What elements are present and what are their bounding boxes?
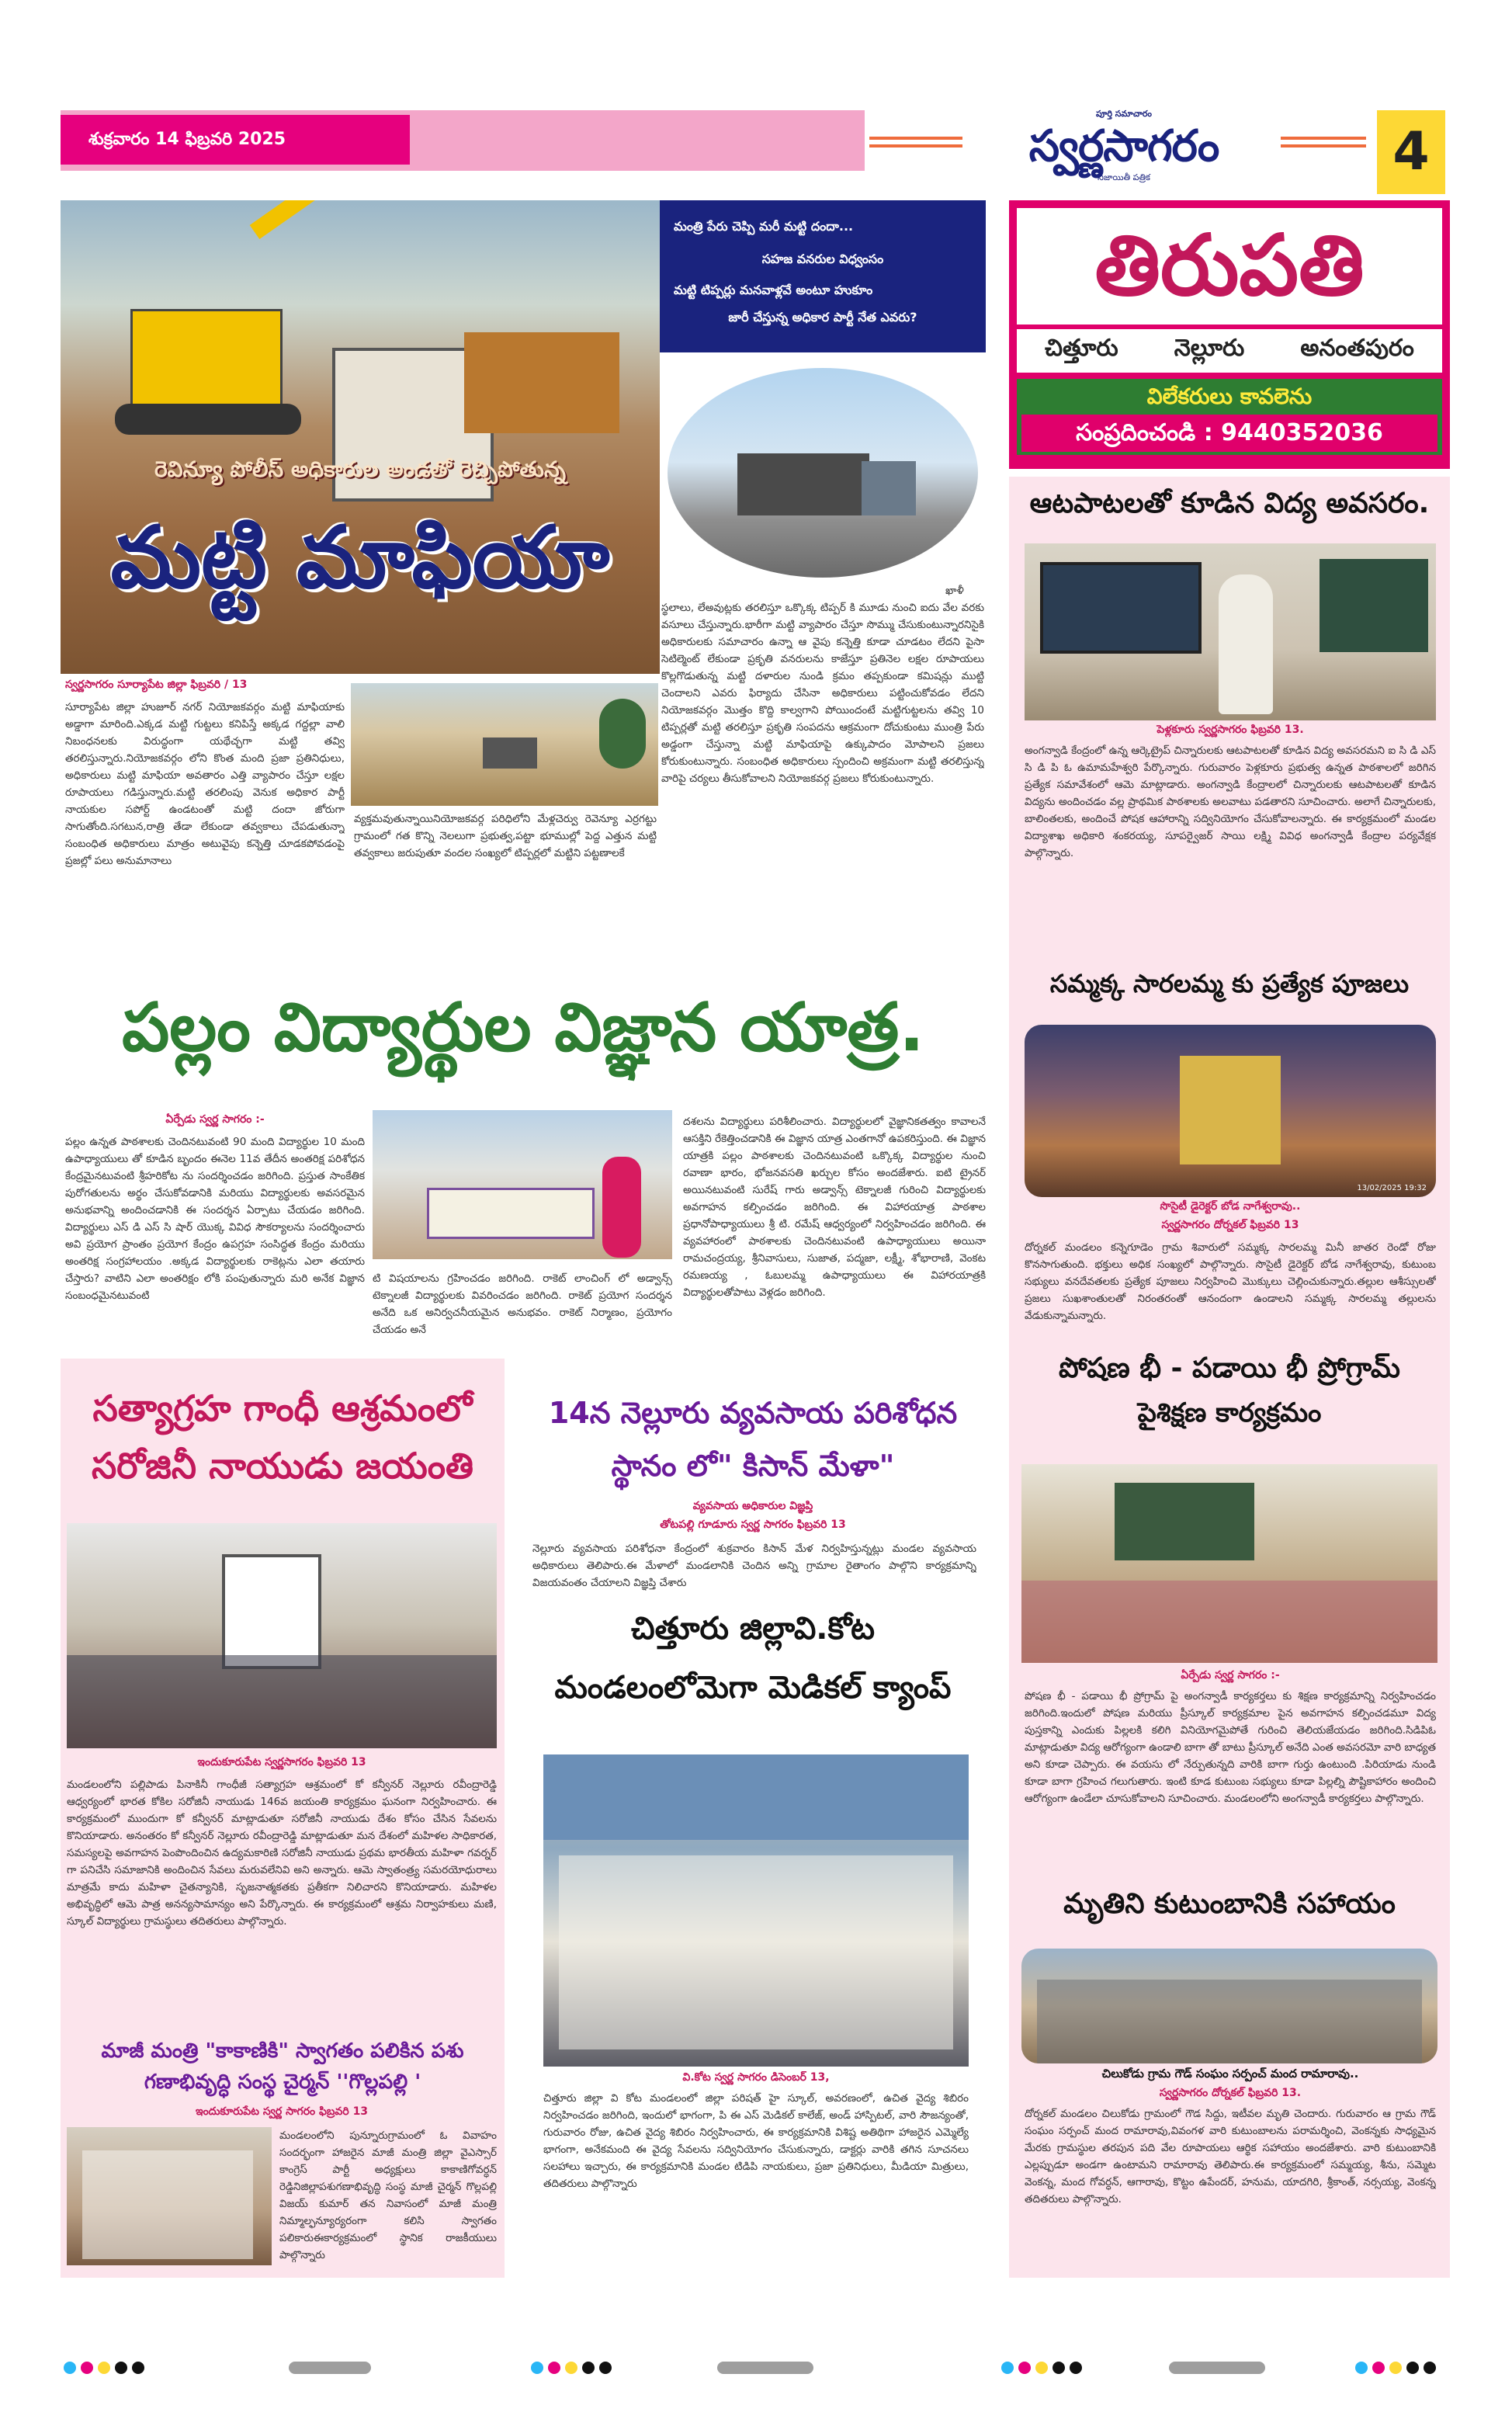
kakani-photo: [67, 2127, 272, 2265]
gandhi-people: [67, 1655, 497, 1748]
footer-dot: [1053, 2362, 1065, 2374]
tipper-truck-photo: [668, 368, 978, 578]
page-number: 4: [1392, 121, 1430, 182]
masthead-title: స్వర్ణసాగరం: [1028, 121, 1219, 172]
chalkboard: [1320, 559, 1428, 652]
footer-dot: [81, 2362, 93, 2374]
sports-body: అంగన్వాడి కేంద్రంలో ఉన్న ఆర్కెట్రైప్ చిన్నారులకు ఆటపాటలతో కూడిన విద్య అవసరమని ఐ సి డి ఎస్ సి డి పి ఓ ఉమామహేశ్వరి పేర్కొన్నారు. గురువారం పెళ్లకూరు ప్రభుత్వ ఉన్నత పాఠశాలలో జరిగిన ప్రత్యేక సమావేశంలో ఆమె మాట్లాడారు. అంగన్వాడి కేంద్రాలలో చిన్నారులకు ఆటపాటలతో కూడిన విద్యను అందించడం వల్ల ప్రాథమిక పాఠశాలకు అలవాటు పడతారని సూచించారు. అలాగే చిన్నారులకు, బాలింతలకు, అందించే పోషక ఆహారాన్ని సద్వినియోగం చేసుకోవాలన్నారు. ఈ కార్యక్రమంలో మండల విద్యాశాఖ అధికారి శంకరయ్య, సూపర్వైజర్ సాయి లక్ష్మి వివిధ అంగన్వాడీ కేంద్రాల పర్యవేక్షక పాల్గొన్నారు.: [1025, 744, 1436, 859]
footer-dot: [1389, 2362, 1402, 2374]
ad-districts: [1017, 329, 1442, 373]
top-story-column-1: సూర్యాపేట జిల్లా హుజూర్ నగర్ నియోజకవర్గం మట్టి మాఫియాకు అడ్డాగా మారింది.ఎక్కడ మట్టి గుట్టలు కనిపిస్తే అక్కడ గద్దల్లా వాలి నిబంధనలకు విరుద్ధంగా యథేచ్ఛగా మట్టి తవ్వి తరలిస్తున్నారు.నియోజకవర్గం లోని కొంత మంది ప్రజా ప్రతినిధులు, అధికారులు మట్టి మాఫియా అవతారం ఎత్తి వ్యాపారం చేస్తూ లక్షల రూపాయలు గడిస్తున్నారు.మట్టి తరలింపు వెనుక అధికార పార్టీ నాయకుల సపోర్ట్ ఉండటంతో మట్టి దందా జోరుగా సాగుతోంది.సగటున,రాత్రి తేడా లేకుండా తవ్వకాలు చేపడుతున్నా సంబంధిత అధికారులు మాత్రం అటువైపు కన్నెత్తి చూడకపోవడంపై ప్రజల్లో పలు అనుమానాలు: [65, 701, 345, 867]
banner-line-3: మట్టి టిప్పర్లు మనవాళ్లవే అంటూ హుకూం: [674, 283, 873, 297]
sammakka-shrine: [1180, 1056, 1281, 1164]
medical-headline-2: మండలంలోమెగా మెడికల్ క్యాంప్: [554, 1670, 952, 1706]
training-photo: [1021, 1464, 1437, 1663]
footer-dot: [531, 2362, 543, 2374]
field-truck-photo: [351, 683, 658, 806]
footer-dot: [1001, 2362, 1014, 2374]
help-caption: చిలుకోడు గ్రామ గౌడ్ సంఘం సర్పంచ్ మంద రామారావు..: [1101, 2067, 1359, 2081]
top-story-column-2: వ్యక్తమవుతున్నాయినియోజకవర్గ పరిధిలోని మేళ్లచెర్వు రెవెన్యూ ఎర్రగట్టు గ్రామంలో గత కొన్ని నెలలుగా ప్రభుత్వ,పట్టా భూముల్లో పెద్ద ఎత్తున మట్టి తవ్వకాలు జరుపుతూ వందల సంఖ్యలో టిప్పర్లలో మట్టిని పట్టణాలకే: [354, 813, 657, 859]
footer-dot: [1355, 2362, 1368, 2374]
footer-dot: [1424, 2362, 1436, 2374]
field-tree: [599, 699, 646, 769]
gandhi-headline-2: సరోజినీ నాయుడు జయంతి: [91, 1445, 474, 1487]
photo-timestamp: 13/02/2025 19:32: [1357, 1184, 1427, 1192]
excavator-photo: [61, 200, 660, 674]
footer-dot: [1035, 2362, 1048, 2374]
sports-headline: ఆటపాటలతో కూడిన విద్య అవసరం.: [1029, 488, 1430, 519]
excavator-body: [130, 309, 283, 407]
science-column-2: టి విషయాలను గ్రహించడం జరిగింది. రాకెట్ లాంచింగ్ లో అడ్వాన్స్ టెక్నాలజీ విద్యార్థులకు వివరించడం జరిగింది. రాకెట్ ప్రయోగ సందర్శన అనేది ఒక అనిర్వచనీయమైన అనుభవం. రాకెట్ నిర్మాణం, ప్రయోగం చేయడం అనే: [373, 1272, 672, 1336]
ad-district-3: అనంతపురం: [1300, 335, 1414, 362]
header-date-box: [61, 115, 410, 165]
top-story-byline: స్వర్ణసాగరం సూర్యాపేట జిల్లా ఫిబ్రవరి / 13: [65, 679, 248, 691]
camp-people: [559, 1855, 953, 2049]
students-banner: [427, 1188, 595, 1239]
help-photo: [1021, 1949, 1437, 2063]
gandhi-portrait: [222, 1554, 321, 1669]
header-rule: [869, 137, 962, 148]
kisan-byline-1: వ్యవసాయ అధికారుల విజ్ఞప్తి: [692, 1500, 813, 1512]
help-byline: స్వర్ణసాగరం దోర్నకల్ ఫిబ్రవరి 13.: [1159, 2087, 1302, 2099]
sammakka-headline: సమ్మక్క సారలమ్మ కు ప్రత్యేక పూజలు: [1049, 969, 1410, 998]
top-story-lead-word: ఖాళీ: [945, 585, 964, 597]
field-truck: [483, 738, 537, 769]
ad-title: తిరుపతి: [1017, 208, 1442, 325]
ad-wanted: విలేకరులు కావలెను: [1146, 384, 1313, 409]
camp-tent: [543, 1754, 969, 1840]
science-column-3: దశలను విద్యార్థులు పరిశీలించారు. విద్యార్థులలో వైజ్ఞానికతత్వం కావాలనే ఆసక్తిని రేకెత్తించడానికి ఈ విజ్ఞాన యాత్ర ఎంతగానో ఉపకరిస్తుంది. ఈ విజ్ఞాన యాత్రకి పల్లం పాఠశాలకు చెందినటువంటి ఒక్కొక్క విద్యార్థుల నుంచి రవాణా భారం, భోజనవసతి ఖర్చుల కోసం అందజేశారు. ఐటి ట్రైనర్ అయినటువంటి సురేష్ గారు అడ్వాన్స్ టెక్నాలజీ గురించి విద్యార్థులకు అవగాహన కల్పించడం జరిగింది. ఈ విహారయాత్ర పాఠశాల ప్రధానోపాధ్యాయులు శ్రీ టి. రమేష్ ఆధ్వర్యంలో నిర్వహించడం జరిగింది. ఈ వ్యవహారంలో పాఠశాలకు చెందినటువంటి ఉపాధ్యాయులు అయినా రామచంద్రయ్య, శ్రీనివాసులు, సుజాత, పద్మజా, లక్ష్మీ, శోభారాణి, వెంకట రమణయ్య , ఓబులమ్మ ఉపాధ్యాయులు ఈ విహారయాత్రకి విద్యార్థులతోపాటు వెళ్లడం జరిగింది.: [683, 1116, 986, 1299]
ad-district-2: నెల్లూరు: [1174, 335, 1245, 362]
classroom-screen: [1040, 562, 1202, 654]
ad-contact-label: సంప్రదించండి :: [1076, 419, 1213, 446]
sammakka-byline: స్వర్ణసాగరం దోర్నకల్ ఫిబ్రవరి 13: [1161, 1219, 1299, 1231]
masthead: [978, 109, 1270, 194]
ad-phone: 9440352036: [1221, 419, 1383, 446]
footer-dot: [98, 2362, 110, 2374]
kisan-headline-2: స్థానం లో" కిసాన్ మేళా": [611, 1449, 895, 1483]
science-headline: పల్లం విద్యార్థుల విజ్ఞాన యాత్ర.: [122, 989, 924, 1067]
footer-pill: [1169, 2362, 1265, 2374]
science-byline: ఏర్పేడు స్వర్ణ సాగరం :-: [165, 1113, 265, 1126]
ad-contact-panel: [1017, 379, 1442, 455]
kakani-headline-2: గణాభివృద్ధి సంస్థ చైర్మన్ ''గొల్లపల్లి ': [144, 2070, 421, 2094]
sammakka-body: దోర్నకల్ మండలం కన్నెగూడెం గ్రామ శివారులో సమ్మక్క సారలమ్మ మినీ జాతర రెండో రోజు కొనసాగుతుంది. భక్తులు అధిక సంఖ్యలో పాల్గొన్నారు. సొసైటీ డైరెక్టర్ బోడ నాగేశ్వరావు, కుటుంబ సభ్యులు వనదేవతలకు ప్రత్యేక పూజలు నిర్వహించి మొక్కులు చెల్లించుకున్నారు.తల్లుల ఆశీస్సులతో ప్రజలు సుఖశాంతులతో నిరంతరంతో ఆనందంగా ఉండాలని సమ్మక్క సారలమ్మ తల్లులను వేడుకున్నామన్నారు.: [1025, 1241, 1436, 1322]
footer-dot: [582, 2362, 595, 2374]
header-rule-right: [1281, 137, 1366, 148]
kakani-body: మండలంలోని పున్నూరుగ్రామంలో ఓ వివాహం సందర్భంగా హాజరైన మాజీ మంత్రి జిల్లా వైఎస్సార్ కాంగ్రెస్ పార్టీ అధ్యక్షులు కాకాణిగోవర్ధన్ రెడ్డినిజిల్లాపశుగణాభివృద్ధి సంస్థ మాజీ చైర్మన్ గొల్లపల్లి విజయ్ కుమార్ తన నివాసంలో మాజీ మంత్రి నిమ్మాల్ఫన్యూర్యరంగా కలిసి స్వాగతం పలికారుఈకార్యక్రమంలో స్థానిక రాజకీయులు పాల్గొన్నారు: [279, 2129, 497, 2261]
training-audience: [1021, 1581, 1437, 1663]
banner-line-4: జారీ చేస్తున్న అధికార పార్టీ నేత ఎవరు?: [728, 310, 917, 325]
top-story-column-3: స్థలాలు, లేఅవుట్లకు తరలిస్తూ ఒక్కొక్క టిప్పర్ కి మూడు నుంచి ఐదు వేల వరకు వసూలు చేస్తున్నారు.భారీగా మట్టి వ్యాపారం చేస్తూ సొమ్ము చేసుకుంటున్నారనిసైకి అధికారులకు సమాచారం ఉన్నా ఆ వైపు కన్నెత్తి కూడా చూడటం లేదని పైసా సెటిల్మెంట్ లేకుండా ప్రకృతి వనరులను కాజేస్తూ ప్రతినెల లక్షల రూపాయలు కొల్లగొడుతున్న మట్టి దళారుల నుండి క్రమం తప్పకుండా కమిషన్లు ముట్టి చెందాలని ఎవరు ఫిర్యాదు చేసినా అధికారులు పట్టించుకోవడం లేదని నియోజకవర్గం మొత్తం కొద్ది కాల్వగాని పోయిందంటే మట్టిగుట్టలను తవ్వి 10 టిప్పర్లతో మట్టి తరలిస్తూ ప్రకృతి సంపదను ఆక్రమంగా దోచుకుంటు ముంత్రి పేరు అడ్డంగా చేస్తున్నా మట్టి మాఫియాపై ఉక్కుపాదం మోపాలని ప్రజలు కోరుకుంటున్నారు. సంబంధిత అధికారులు స్పందించి అక్రమంగా మట్టి తరలిస్తున్న వారిపై చర్యలు తీసుకోవాలని నియోజకవర్గ ప్రజలు కోరుకుంటున్నారు.: [661, 602, 984, 785]
masthead-small: పూర్తి సమాచారం: [1096, 109, 1152, 119]
kisan-byline-2: తోటపల్లి గూడూరు స్వర్ణ సాగరం ఫిబ్రవరి 13: [660, 1518, 846, 1531]
tipper-cab: [862, 461, 916, 515]
top-story-banner: [660, 200, 986, 352]
medical-camp-photo: [543, 1754, 969, 2067]
sports-byline: పెళ్లకూరు స్వర్ణసాగరం ఫిబ్రవరి 13.: [1157, 724, 1304, 736]
help-group: [1037, 1980, 1422, 2063]
footer-dot: [1070, 2362, 1082, 2374]
nutrition-body: పోషణ భీ - పడాయి భీ ప్రోగ్రామ్ పై అంగన్వాడీ కార్యకర్తలు కు శిక్షణ కార్యక్రమాన్ని నిర్వహించడం జరిగింది.ఇందులో పోషణ మరియు ప్రీస్కూల్ కార్యక్రమాల పైన అవగాహన కల్పించడమూ విద్య పుస్తకాన్ని ఎందుకు పిల్లలకి కలిగి వినియోగమైపోతే గురించి తెలియజేయడం జరిగింది.సిడిపిఓ మాట్లాడుతూ విద్య ఆరోగ్యంగా ఉండాలి బాగా తో బాటు ప్రీస్కూల్ అనేది ఎంత అవసరమో వారి బాధ్యత అని కూడా చెప్పారు. ఈ వయసు లో నేర్పుతున్నది వారికి బాగా గుర్తు ఉంటుంది .పిరియాడు నుండి కూడా బాగా గ్రహించ గలుగుతారు. ఇంటి కూడ కుటుంబ సభ్యులు కూడా పిల్లల్ని పౌష్టికాహారం అందించి ఆరోగ్యంగా ఉండేలా చూసుకోవాలని సూచించారు. మండలంలోని అంగన్వాడీ కార్యకర్తలు పాల్గొన్నారు.: [1025, 1690, 1436, 1805]
kisan-body: నెల్లూరు వ్యవసాయ పరిశోధనా కేంద్రంలో శుక్రవారం కిసాన్ మేళ నిర్వహిస్తున్నట్లు మండల వ్యవసాయ అధికారులు తెలిపారు.ఈ మేళాలో మండలానికి చెందిన అన్ని గ్రామాల రైతాంగం పాల్గొని కార్యక్రమాన్ని విజయవంతం చేయాలని విజ్ఞప్తి చేశారు: [532, 1543, 976, 1589]
footer-dot: [132, 2362, 144, 2374]
banner-line-2: సహజ వనరుల విధ్వంసం: [761, 252, 884, 266]
gandhi-event-photo: [67, 1523, 497, 1748]
footer-dot: [115, 2362, 127, 2374]
footer-dot: [1018, 2362, 1031, 2374]
gandhi-body: మండలంలోని పల్లిపాడు పినాకినీ గాంధీజీ సత్యాగ్రహ ఆశ్రమంలో కో కన్వీనర్ నెల్లూరు రవీంద్రారెడ్డి ఆధ్వర్యంలో భారత కోకిల సరోజినీ నాయుడు 146వ జయంతి కార్యక్రమం ఘనంగా నిర్వహించారు. ఈ కార్యక్రమంలో ముందుగా కో కన్వీనర్ మాట్లాడుతూ సరోజినీ నాయుడు దేశం కోసం చేసిన సేవలను కొనియాడారు. అనంతరం కో కన్వీనర్ నెల్లూరు రవీంద్రారెడ్డి మాట్లాడుతూ మన దేశంలో మహిళల సాధికారత, సమస్యలపై అవగాహన పెంపొందించిన ఉద్యమకారిణి సరోజినీ నాయుడు ప్రథమ భారతీయ మహిళా గవర్నర్ గా పనిచేసి సమాజానికి అందించిన సేవలు మరువలేనివి అని అన్నారు. ఆమె స్వాతంత్ర్య సమరయోధురాలు మాత్రమే కాదు మహిళా చైతన్యానికి, సృజనాత్మకతకు ప్రతీకగా నిలిచారని కొనియాడారు. మహిళల అభివృద్ధిలో ఆమె పాత్ర అనన్యసామాన్యం అని పేర్కొన్నారు. ఈ కార్యక్రమంలో ఆశ్రమ నిర్వాహకులు మణి, స్కూల్ విద్యార్థులు గ్రామస్థులు తదితరులు పాల్గొన్నారు.: [67, 1779, 497, 1928]
excavator-arm: [250, 200, 362, 239]
tirupati-ad: [1009, 200, 1450, 469]
ad-contact-line: [1021, 415, 1437, 452]
footer-dot: [1406, 2362, 1419, 2374]
gandhi-byline: ఇందుకూరుపేట స్వర్ణసాగరం ఫిబ్రవరి 13: [197, 1756, 366, 1768]
sammakka-photo: [1025, 1025, 1436, 1197]
students-photo: [373, 1110, 672, 1259]
masthead-tagline: నిజాయితీ పత్రిక: [1098, 172, 1150, 182]
top-story-kicker: రెవిన్యూ పోలీస్ అధికారుల అండతో రెచ్చిపోతున్న: [154, 456, 566, 482]
issue-date: శుక్రవారం 14 ఫిబ్రవరి 2025: [88, 130, 286, 149]
top-story-headline: మట్టి మాఫియా: [110, 508, 610, 607]
tipper-body: [737, 453, 869, 515]
footer-pill: [289, 2362, 371, 2374]
excavator-track: [115, 404, 301, 435]
classroom-photo: [1025, 543, 1436, 720]
teacher-figure-2: [602, 1157, 641, 1258]
help-headline: మృతిని కుటుంబానికి సహాయం: [1063, 1888, 1396, 1920]
footer-dot: [1372, 2362, 1385, 2374]
gandhi-headline-1: సత్యాగ్రహ గాంధీ ఆశ్రమంలో: [92, 1387, 473, 1429]
nutrition-byline: ఏర్పేడు స్వర్ణ సాగరం :-: [1181, 1669, 1280, 1682]
kakani-byline: ఇందుకూరుపేట స్వర్ణ సాగరం ఫిబ్రవరి 13: [195, 2105, 369, 2118]
sammakka-reporter: సొసైటీ డైరెక్టర్ బోడ నాగేశ్వరావు..: [1160, 1200, 1301, 1213]
kakani-headline-1: మాజీ మంత్రి "కాకాణికి" స్వాగతం పలికిన పశు: [101, 2039, 464, 2063]
nutrition-headline-1: పోషణ భీ - పడాయి భీ ప్రోగ్రామ్: [1058, 1352, 1401, 1384]
footer-dot: [548, 2362, 560, 2374]
footer-dot: [64, 2362, 76, 2374]
kisan-headline-1: 14న నెల్లూరు వ్యవసాయ పరిశోధన: [548, 1396, 958, 1430]
footer-dot: [565, 2362, 577, 2374]
help-body: దోర్నకల్ మండలం చిలుకోడు గ్రామంలో గౌడ సిద్దు, ఇటీవల మృతి చెందారు. గురువారం ఆ గ్రామ గౌడ్ సంఘం సర్పంచ్ మంద రామారావు,వివంగళ వారి కుటుంబాలను పరామర్శించి, వెంకన్నకు సాధ్యమైన మేరకు గ్రామస్థుల తరపున పది వేల రూపాయలు ఆర్థిక సహాయం అందజేశారు. వారి కుటుంబానికి ఎల్లప్పుడూ అండగా ఉంటామని రామారావు తెలిపారు.ఈ కార్యక్రమంలో సమ్మయ్య, శీను, సమ్మెట వెంకన్న, మంద గోవర్ధన్, ఆగారావు, కొట్టం ఉపేందర్, హనుమ, యాదగిరి, శ్రీకాంత్, నర్సయ్య, వెంకన్న తదితరులు పాల్గొన్నారు.: [1025, 2108, 1436, 2206]
medical-byline: వి.కోట స్వర్ణ సాగరం డిసెంబర్ 13,: [682, 2071, 830, 2084]
teacher-figure: [1219, 574, 1273, 714]
banner-line-1: మంత్రి పేరు చెప్పి మరీ మట్టి దందా...: [674, 219, 854, 234]
medical-body: చిత్తూరు జిల్లా వి కోట మండలంలో జిల్లా పరిషత్ హై స్కూల్, అవరణంలో, ఉచిత వైద్య శిబిరం నిర్వహించడం జరిగింది, ఇందులో భాగంగా, పి ఈ ఎస్ మెడికల్ కాలేజ్, అండ్ హాస్పిటల్, వారి సౌజన్యంతో, గురువారం రోజు, ఉచిత వైద్య శిబిరం నిర్వహించారు, ఈ కార్యక్రమానికి విశిష్ట అతిథిగా హాజరైన ఎమ్మెల్యే భాగంగా, అనేకమంది ఈ వైద్య సేవలను సద్వినియోగం చేసుకున్నారు, డాక్టర్లు వారికి తగిన సూచనలు సలహాలు ఇచ్చారు, ఈ కార్యక్రమానికి మండల టిడిపి నాయకులు, ప్రజా ప్రతినిధులు, మీడియా మిత్రులు, తదితరులు పాల్గొన్నారు: [543, 2092, 969, 2190]
medical-headline-1: చిత్తూరు జిల్లావి.కోట: [630, 1611, 875, 1647]
kakani-group: [82, 2150, 253, 2259]
science-column-1: పల్లం ఉన్నత పాఠశాలకు చెందినటువంటి 90 మంది విద్యార్థుల 10 మంది ఉపాధ్యాయులు తో కూడిన బృందం ఈనెల 11వ తేదీన అంతరిక్ష పరిశోధన కేంద్రమైనటువంటి శ్రీహరికోట ను సందర్శించడం జరిగింది. ప్రస్తుత సాంకేతిక పురోగతులను అర్థం చేసుకోవడానికి మరియు విద్యార్థులకు అవసరమైన అనుభవాన్ని అందించడానికి ఈ సందర్శన ఏర్పాటు చేయడం జరిగింది. విద్యార్థులు ఎస్ డి ఎస్ సి షార్ యొక్క వివిధ సౌకర్యాలను సందర్శించారు అవి ప్రయోగ ప్రాంతం ప్రయోగ కేంద్రం ఉపగ్రహ సంసిద్ధత కేంద్రం మరియు అంతరిక్ష సంగ్రహాలయం .అక్కడ విద్యార్థులకు రాకెట్లను ఎలా తయారు చేస్తారు? వాటిని ఎలా అంతరిక్షం లోకి పంపుతున్నారు మరి అనేక విజ్ఞాన సంబంధమైనటువంటి: [65, 1136, 365, 1302]
ad-district-1: చిత్తూరు: [1045, 335, 1118, 362]
truck-load: [464, 332, 619, 433]
page-number-box: [1377, 110, 1445, 194]
nutrition-headline-2: పైశిక్షణ కార్యక్రమం: [1137, 1397, 1322, 1428]
footer-dot: [599, 2362, 612, 2374]
footer-pill: [717, 2362, 813, 2374]
training-screen: [1115, 1483, 1254, 1560]
